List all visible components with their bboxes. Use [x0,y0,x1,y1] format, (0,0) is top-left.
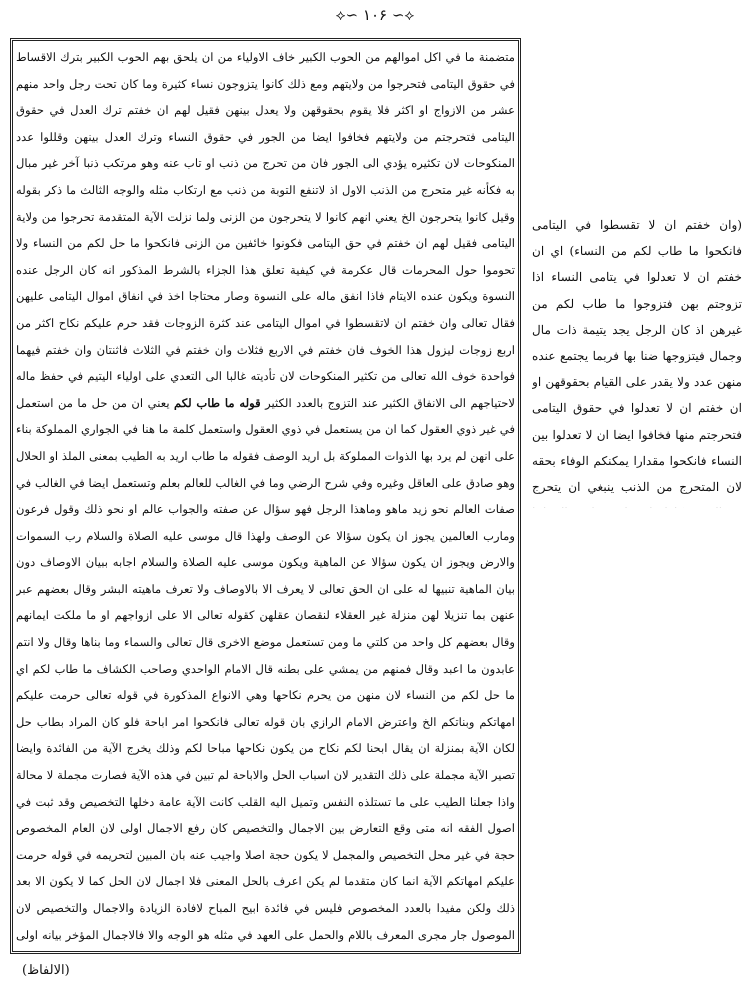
commentary-paragraph: يعني ان من حل ما من استعمل في غير ذوي العقول كما ان من يستعمل في ذوي العقول واستعمل كلمة ما هنا في الجواري المملوكة بناء على انهن لم يرد بها الذوات المملوكة بل اريد الوصف فقوله ما طاب اريد به الطيب بمعنى الملذ او الحلال وهو صادق على العاقل وغيره وفي شرح الرضي وما في الغالب للعالم بعلم وتستعمل ايضا في الغالب في صفات العالم نحو زيد ماهو وماهذا الرجل فهو سؤال عن صفته والجواب عالم او نحو ذلك وقول فرعون ومارب العالمين يجوز ان يكون سؤالا عن الوصف ولهذا قال موسى عليه الصلاة والسلام رب السموات والارض ويجوز ان يكون سؤالا عن الماهية ويكون موسى عليه الصلاة والسلام اجابه ببيان الاوصاف دون بيان الماهية تنبيها له على ان الحق تعالى لا يعرف الا بالاوصاف ولا تعرف ماهيته البشر وقال بعضهم عبر عنهن بما تنزيلا لهن منزلة غير العقلاء لنقصان عقلهن كقوله تعالى الا على ازواجهم او ما ملكت ايمانهم وقال بعضهم كل واحد من كلتي ما ومن تستعمل موضع الاخرى قال تعالى والسماء وما بناها وقال ولا انتم عابدون ما اعبد وقال فمنهم من يمشي على بطنه قال الامام الواحدي وصاحب الكشاف ما طاب لكم اي ما حل لكم من النساء لان منهن من يحرم نكاحها وهي الانواع المذكورة في قوله تعالى حرمت عليكم امهاتكم وبناتكم الخ واعترض الامام الرازي بان قوله تعالى فانكحوا امر اباحة فلو كان المراد بطاب حل لكان الآية بمنزلة ان يقال ابحنا لكم نكاح من يكون نكاحها مباحا لكم وذلك يخرج الآية من الفائدة وايضا تصير الآية مجملة على ذلك التقدير لان اسباب الحل والاباحة لم تبين في هذه الآية فصارت مجملة لا محالة واذا جعلنا الطيب على ما تستلذه النفس وتميل اليه القلب كانت الآية عامة دخلها التخصيص وقد ثبت في اصول الفقه انه متى وقع التعارض بين الاجمال والتخصيص كان رفع الاجمال اولى لان العام المخصوص حجة في غير محل التخصيص والمجمل لا يكون حجة اصلا واجيب عنه بان المبين لتحريمه في قوله حرمت عليكم امهاتكم الآية انما كان متقدما لم يكن اعرف بالحل المعنى فلا اجمال لان الحل كما لا يكون الا بعد ذلك ولكن مفيدا بالعدد المخصوص فليس في فائدة ابيح المباح لافادة الزيادة والاجمال والتخصيص لان الموصول جار مجرى المعرف باللام والحمل على العهد في مثله هو الوجه والا فالاجمال المؤخر بيانه اولى [16,395,515,942]
page-number-ornament-left: ∽⟡ [391,6,415,24]
page-number [0,6,750,24]
margin-text: (وان خفتم ان لا تقسطوا في اليتامى فانكحوا ما طاب لكم من النساء) اي ان خفتم ان لا تعدلوا في يتامى النساء اذا تزوجتم بهن فتزوجوا ما طاب لكم من غيرهن اذ كان الرجل يجد يتيمة ذات مال وجمال فيتزوجها ضنا بها فربما يجتمع عنده منهن عدد ولا يقدر على القيام بحقوقهن او ان خفتم ان لا تعدلوا في حقوق اليتامى فتحرجتم منها فخافوا ايضا ان لا تعدلوا بين النساء فانكحوا مقدارا يمكنكم الوفاء بحقه لان المتحرج من الذنب ينبغي ان يتحرج [532,218,742,495]
margin-text-column [532,212,742,508]
commentary-intro: متضمنة ما في اكل اموالهم من الحوب الكبير خاف الاولياء من ان يلحق بهم الحوب الكبير بترك الاقساط في حقوق اليتامى فتحرجوا من ولايتهم ومع ذلك كانوا يتزوجون نساء كثيرة وما كان تحت رجل واحد منهم عشر من الازواج او اكثر فلا يقوم بحقوقهن ولا يعدل بينهن فقيل لهم ان خفتم ترك العدل في حقوق اليتامى فتحرجتم من ولايتهم فخافوا ايضا من الجور في حقوق النساء وترك العدل بينهن وقللوا عدد المنكوحات لان تكثيره يؤدي الى الجور فان من تحرج من ذنب او تاب عنه وهو مرتكب ذنبا آخر غير مبال به فكأنه غير متحرج من الذنب الاول اذ لاتنفع التوبة من ذنب مع ارتكاب مثله والوجه الثالث ما ذكر بقوله وقيل كانوا يتحرجون الخ يعني انهم كانوا لا يتحرجون من الزنى ولما نزلت الآية المتقدمة تحرجوا من ولاية اليتامى فقيل لهم ان خفتم في حق اليتامى فكونوا خائفين من الزنى فانكحوا ما حل لكم من النساء ولا تحوموا حول المحرمات قال عكرمة في كيفية تعلق هذا الجزاء بالشرط المذكور انه كان الرجل عنده النسوة ويكون عنده الايتام فاذا انفق ماله على النسوة وصار محتاجا اخذ في انفاق اموال اليتامى عليهن فقال تعالى وان خفتم ان لاتقسطوا في اموال اليتامى عند كثرة الزوجات فقد حرم عليكم نكاح اكثر من اربع زوجات ليزول هذا الخوف فان خفتم في الاربع فثلاث وان خفتم في الثلاث فاثنتان وان خفتم فيهما فواحدة خوف الله تعالى من تكثير المنكوحات لان تأديته غالبا الى التعدي على اولياء اليتيم في حفظ ماله لاحتياجهم الى الانفاق الكثير عند التزوج بالعدد الكثير [16,50,515,410]
commentary-column [16,44,515,950]
commentary-lemma: قوله ما طاب لكم [174,395,261,410]
catchword: (الالفاظ) [22,963,70,978]
page-number-ornament-right: ⟡∽ [335,6,359,24]
page-number-value: ۱۰۶ [362,6,388,24]
